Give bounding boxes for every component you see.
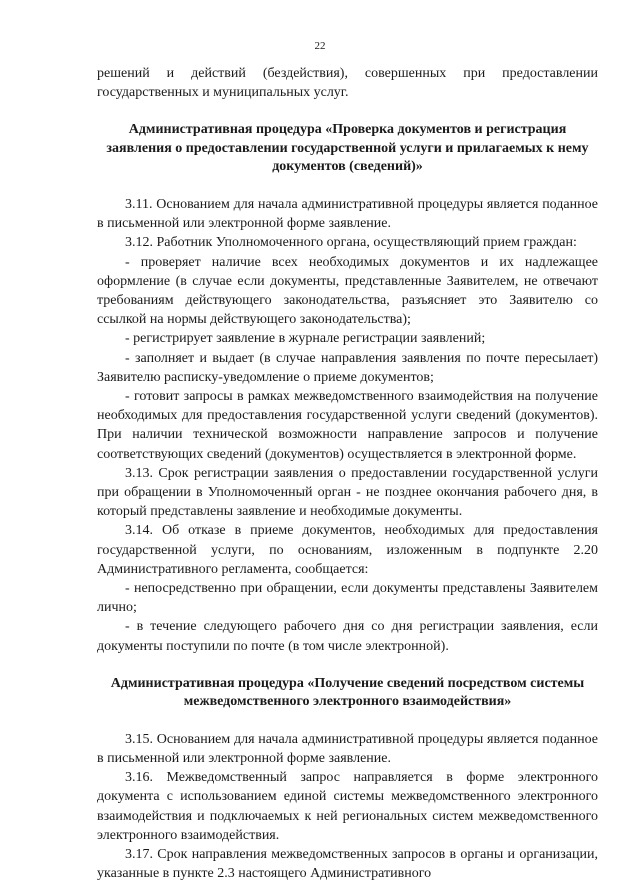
paragraph-3-17: 3.17. Срок направления межведомственных запросов в органы и организации, указанные в пункте 2.3 настоящего Административного bbox=[97, 847, 602, 882]
section-heading-interagency: Административная процедура «Получение сведений посредством системы межведомственного электронного взаимодействия» bbox=[110, 675, 588, 710]
list-item-checks-documents: - проверяет наличие всех необходимых документов и их надлежащее оформление (в случае если документы, представленные Заявителем, не отвечают требованиям действующего законодательства, разъясняет это Заявителю со ссылкой на нормы действующего законодательства); bbox=[97, 254, 602, 328]
section-heading-document-check: Административная процедура «Проверка документов и регистрация заявления о предоставлении государственной услуги и прилагаемых к нему документов (сведений)» bbox=[106, 122, 593, 175]
paragraph-3-15: 3.15. Основанием для начала административной процедуры является поданное в письменной или электронной форме заявление. bbox=[97, 731, 602, 766]
paragraph-3-14: 3.14. Об отказе в приеме документов, необходимых для предоставления государственной услуги, по основаниям, изложенным в подпункте 2.20 Административного регламента, сообщается: bbox=[97, 523, 602, 577]
paragraph-3-11: 3.11. Основанием для начала административной процедуры является поданное в письменной или электронной форме заявление. bbox=[97, 196, 602, 232]
paragraph-3-13: 3.13. Срок регистрации заявления о предоставлении государственной услуги при обращении в Уполномоченный орган - не позднее окончания рабочего дня, в который представлены заявление и необходимые документы. bbox=[97, 465, 602, 520]
list-item-in-person: - непосредственно при обращении, если документы представлены Заявителем лично; bbox=[97, 580, 602, 616]
page-number: 22 bbox=[314, 40, 326, 52]
paragraph-continuation: решений и действий (бездействия), совершенных при предоставлении государственных и муниципальных услуг. bbox=[97, 66, 602, 101]
list-item-registers-application: - регистрирует заявление в журнале регистрации заявлений; bbox=[125, 331, 486, 347]
page-content bbox=[97, 64, 602, 883]
paragraph-3-12: 3.12. Работник Уполномоченного органа, осуществляющий прием граждан: bbox=[125, 235, 577, 251]
list-item-by-mail: - в течение следующего рабочего дня со дня регистрации заявления, если документы поступили по почте (в том числе электронной). bbox=[97, 619, 602, 654]
paragraph-3-16: 3.16. Межведомственный запрос направляется в форме электронного документа с использованием единой системы межведомственного электронного взаимодействия и подключаемых к ней региональных систем межведомственного электронного взаимодействия. bbox=[97, 770, 602, 843]
list-item-prepares-requests: - готовит запросы в рамках межведомственного взаимодействия на получение необходимых для предоставления государственной услуги сведений (документов). При наличии технической возможности направление запросов и получение соответствующих сведений (документов) осуществляется в электронной форме. bbox=[97, 388, 602, 462]
list-item-issues-receipt: - заполняет и выдает (в случае направления заявления по почте пересылает) Заявителю расписку-уведомление о приеме документов; bbox=[97, 350, 602, 385]
